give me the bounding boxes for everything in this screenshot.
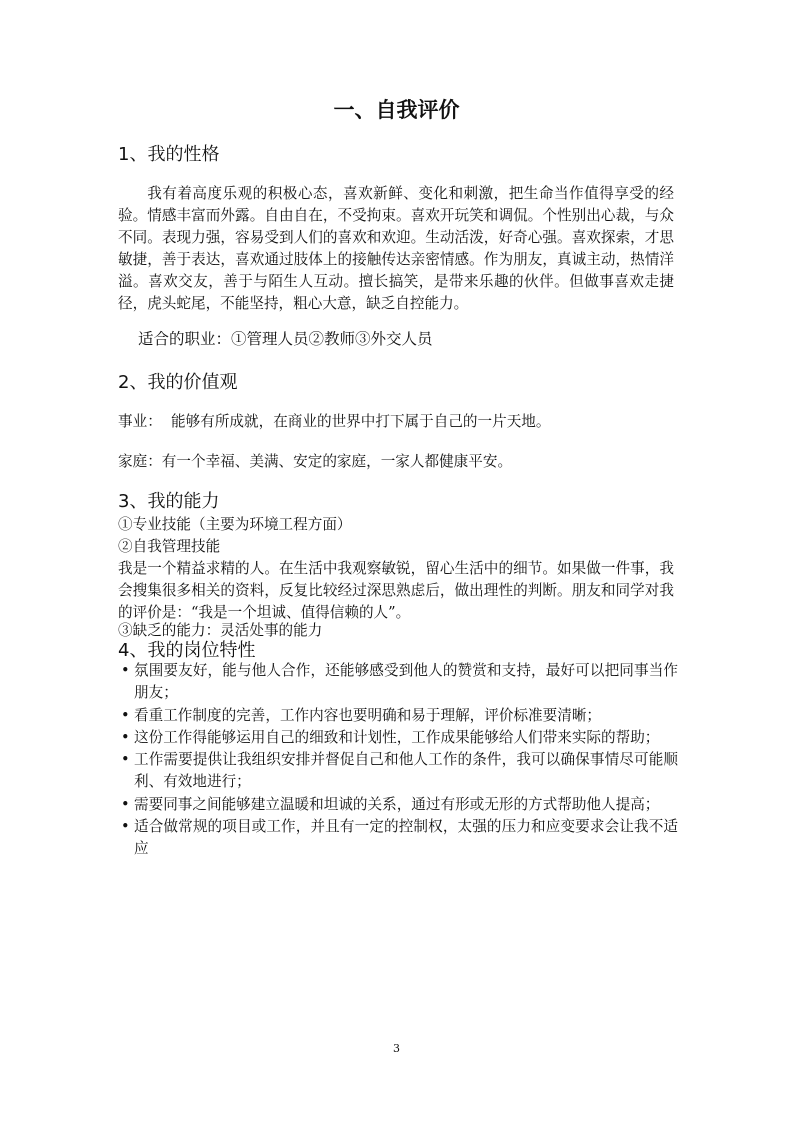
abilities-paragraph: 我是一个精益求精的人。在生活中我观察敏锐，留心生活中的细节。如果做一件事，我会搜集很多相关的资料，反复比较经过深思熟虑后，做出理性的判断。朋友和同学对我的评价是：“我是一个坦诚、值得信赖的人”。 xyxy=(118,560,674,621)
list-item-text: 这份工作得能够运用自己的细致和计划性，工作成果能够给人们带来实际的帮助； xyxy=(134,728,660,746)
list-item-text: 看重工作制度的完善，工作内容也要明确和易于理解，评价标准要清晰； xyxy=(134,706,602,724)
list-item-text: 需要同事之间能够建立温暖和坦诚的关系，通过有形或无形的方式帮助他人提高； xyxy=(134,795,660,813)
list-item xyxy=(118,727,678,749)
values-career-line: 事业： 能够有所成就，在商业的世界中打下属于自己的一片天地。 xyxy=(118,413,551,430)
section-heading-values: 2、我的价值观 xyxy=(118,372,238,393)
personality-paragraph: 我有着高度乐观的积极心态，喜欢新鲜、变化和刺激，把生命当作值得享受的经验。情感丰富而外露。自由自在，不受拘束。喜欢开玩笑和调侃。个性别出心裁，与众不同。表现力强，容易受到人们的喜欢和欢迎。生动活泼，好奇心强。喜欢探索，才思敏捷，善于表达，喜欢通过肢体上的接触传达亲密情感。作为朋友，真诚主动，热情洋溢。喜欢交友，善于与陌生人互动。擅长搞笑，是带来乐趣的伙伴。但做事喜欢走捷径，虎头蛇尾，不能坚持，粗心大意，缺乏自控能力。 xyxy=(118,185,674,312)
section-heading-abilities: 3、我的能力 xyxy=(118,491,220,512)
ability-item-professional: ①专业技能（主要为环境工程方面） xyxy=(118,516,352,533)
section-heading-personality: 1、我的性格 xyxy=(118,144,220,165)
bullet-icon: • xyxy=(121,751,130,769)
ability-item-lacking: ③缺乏的能力：灵活处事的能力 xyxy=(118,622,323,639)
list-item xyxy=(118,816,678,861)
suitable-jobs-line: 适合的职业：①管理人员②教师③外交人员 xyxy=(138,330,433,348)
ability-item-self-management: ②自我管理技能 xyxy=(118,538,221,555)
section-heading-job-traits: 4、我的岗位特性 xyxy=(118,640,256,661)
page-number: 3 xyxy=(393,1042,400,1055)
bullet-icon: • xyxy=(121,728,130,746)
bullet-icon: • xyxy=(121,662,130,679)
bullet-icon: • xyxy=(121,818,130,836)
list-item xyxy=(118,794,678,816)
page-title: 一、自我评价 xyxy=(333,98,460,122)
bullet-icon: • xyxy=(121,795,130,813)
list-item xyxy=(118,749,678,794)
list-item-text: 氛围要友好，能与他人合作，还能够感受到他人的赞赏和支持，最好可以把同事当作朋友； xyxy=(134,662,678,702)
bullet-icon: • xyxy=(121,706,130,724)
job-traits-list xyxy=(118,660,678,861)
list-item xyxy=(118,705,678,727)
list-item-text: 适合做常规的项目或工作，并且有一定的控制权，太强的压力和应变要求会让我不适应 xyxy=(134,818,678,858)
values-family-line: 家庭：有一个幸福、美满、安定的家庭，一家人都健康平安。 xyxy=(118,453,513,470)
list-item-text: 工作需要提供让我组织安排并督促自己和他人工作的条件，我可以确保事情尽可能顺利、有效地进行； xyxy=(134,751,678,791)
list-item xyxy=(118,660,678,705)
